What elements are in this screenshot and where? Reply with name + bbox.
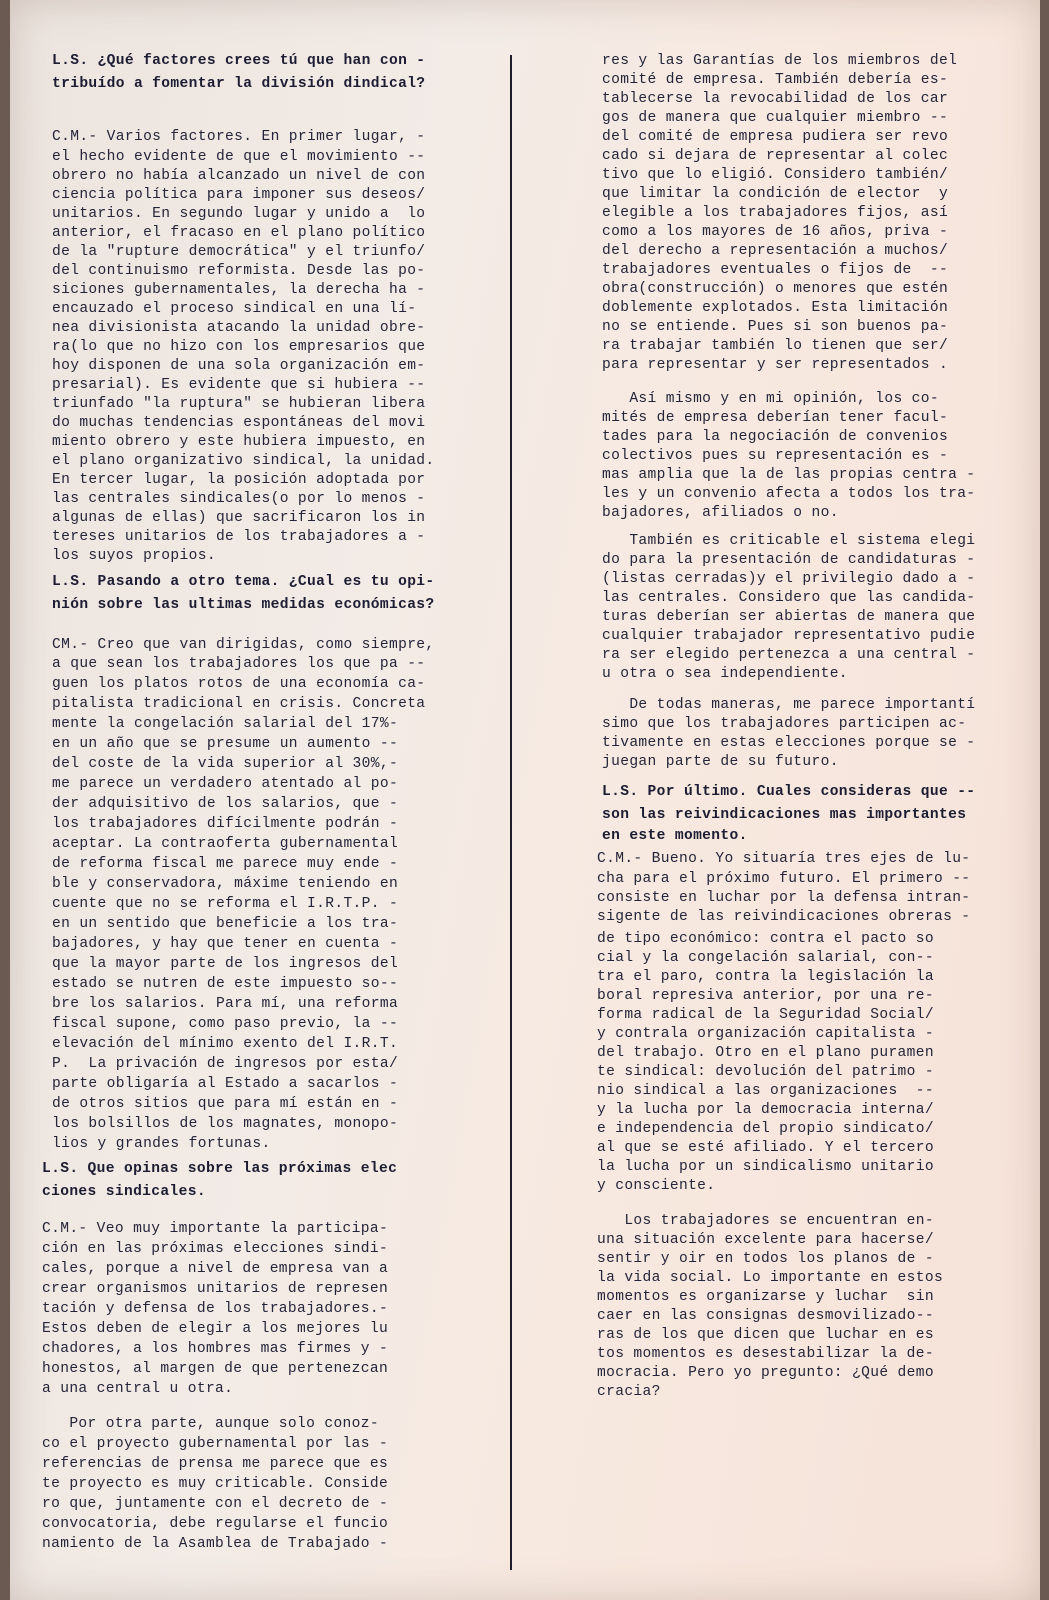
- text-line: la lucha por un sindicalismo unitario: [597, 1159, 934, 1175]
- question-line: son las reivindicaciones mas importantes: [602, 807, 967, 823]
- text-line: C.M.- Varios factores. En primer lugar, -: [52, 129, 426, 145]
- text-line: el plano organizativo sindical, la unidad.: [52, 453, 435, 469]
- text-line: cualquier trabajador representativo pudie: [602, 628, 976, 644]
- text-line: tereses unitarios de los trabajadores a -: [52, 529, 426, 545]
- column-divider: [510, 55, 512, 1570]
- text-line: una situación excelente para hacerse/: [597, 1232, 934, 1248]
- text-line: ra trabajar también lo tienen que ser/: [602, 338, 949, 354]
- typewritten-page: [10, 0, 1040, 1600]
- text-line: elevación del mínimo exento del I.R.T.: [52, 1036, 399, 1052]
- text-line: el hecho evidente de que el movimiento --: [52, 149, 426, 165]
- text-line: que limitar la condición de elector y: [602, 186, 949, 202]
- text-line: chadores, a los hombres mas firmes y -: [42, 1341, 389, 1357]
- text-line: cales, porque a nivel de empresa van a: [42, 1261, 389, 1277]
- text-line: te sindical: devolución del patrimo -: [597, 1064, 934, 1080]
- question-line: L.S. Por último. Cuales consideras que --: [602, 784, 976, 800]
- text-line: presarial). Es evidente que si hubiera --: [52, 377, 426, 393]
- text-line: de tipo económico: contra el pacto so: [597, 931, 934, 947]
- text-line: P. La privación de ingresos por esta/: [52, 1056, 399, 1072]
- text-line: cial y la congelación salarial, con--: [597, 950, 934, 966]
- text-line: colectivos pues su representación es -: [602, 448, 949, 464]
- text-line: no se entiende. Pues si son buenos pa-: [602, 319, 949, 335]
- question-line: L.S. Pasando a otro tema. ¿Cual es tu opi-: [52, 574, 435, 590]
- text-line: mités de empresa deberían tener facul-: [602, 410, 949, 426]
- text-line: ciencia política para imponer sus deseos/: [52, 187, 426, 203]
- text-line: fiscal supone, como paso previo, la --: [52, 1016, 399, 1032]
- text-line: De todas maneras, me parece importantí: [602, 697, 976, 713]
- text-line: crear organismos unitarios de represen: [42, 1281, 389, 1297]
- text-line: los bolsillos de los magnates, monopo-: [52, 1116, 399, 1132]
- text-line: tablecerse la revocabilidad de los car: [602, 91, 949, 107]
- text-line: C.M.- Veo muy importante la participa-: [42, 1221, 389, 1237]
- text-line: a una central u otra.: [42, 1381, 234, 1397]
- text-line: ra(lo que no hizo con los empresarios que: [52, 339, 426, 355]
- text-line: Los trabajadores se encuentran en-: [597, 1213, 934, 1229]
- text-line: ble y conservadora, máxime teniendo en: [52, 876, 399, 892]
- text-line: algunas de ellas) que sacrificaron los in: [52, 510, 426, 526]
- text-line: tades para la negociación de convenios: [602, 429, 949, 445]
- text-line: CM.- Creo que van dirigidas, como siempre,: [52, 637, 435, 653]
- text-line: tación y defensa de los trabajadores.-: [42, 1301, 389, 1317]
- text-line: siciones gubernamentales, la derecha ha -: [52, 282, 426, 298]
- text-line: me parece un verdadero atentado al po-: [52, 776, 399, 792]
- question-line: ciones sindicales.: [42, 1184, 206, 1200]
- text-line: tra el paro, contra la legislación la: [597, 969, 934, 985]
- text-line: parte obligaría al Estado a sacarlos -: [52, 1076, 399, 1092]
- text-line: como a los mayores de 16 años, priva -: [602, 224, 949, 240]
- text-line: las centrales sindicales(o por lo menos -: [52, 491, 426, 507]
- text-line: nio sindical a las organizaciones --: [597, 1083, 934, 1099]
- question-line: tribuído a fomentar la división dindical?: [52, 76, 426, 92]
- text-line: nea divisionista atacando la unidad obre-: [52, 320, 426, 336]
- text-line: elegible a los trabajadores fijos, así: [602, 205, 949, 221]
- text-line: lios y grandes fortunas.: [52, 1136, 271, 1152]
- text-line: te proyecto es muy criticable. Conside: [42, 1476, 389, 1492]
- text-line: consiste en luchar por la defensa intran-: [597, 890, 971, 906]
- text-line: miento obrero y este hubiera impuesto, en: [52, 434, 426, 450]
- text-line: do para la presentación de candidaturas -: [602, 552, 976, 568]
- text-line: C.M.- Bueno. Yo situaría tres ejes de lu-: [597, 851, 971, 867]
- text-line: ras de los que dicen que luchar en es: [597, 1327, 934, 1343]
- text-line: boral represiva anterior, por una re-: [597, 988, 934, 1004]
- text-line: (listas cerradas)y el privilegio dado a -: [602, 571, 976, 587]
- text-line: les y un convenio afecta a todos los tra-: [602, 486, 976, 502]
- text-line: de la "rupture democrática" y el triunfo/: [52, 244, 426, 260]
- text-line: do muchas tendencias espontáneas del movi: [52, 415, 426, 431]
- text-line: En tercer lugar, la posición adoptada por: [52, 472, 426, 488]
- text-line: mocracia. Pero yo pregunto: ¿Qué demo: [597, 1365, 934, 1381]
- question-line: en este momento.: [602, 828, 748, 844]
- question-line: nión sobre las ultimas medidas económicas?: [52, 597, 435, 613]
- text-line: aceptar. La contraoferta gubernamental: [52, 836, 399, 852]
- text-line: en un año que se presume un aumento --: [52, 736, 399, 752]
- text-line: bajadores, afiliados o no.: [602, 505, 839, 521]
- text-line: res y las Garantías de los miembros del: [602, 53, 958, 69]
- text-line: honestos, al margen de que pertenezcan: [42, 1361, 389, 1377]
- text-line: convocatoria, debe regularse el funcio: [42, 1516, 389, 1532]
- text-line: cuente que no se reforma el I.R.T.P. -: [52, 896, 399, 912]
- text-line: ción en las próximas elecciones sindi-: [42, 1241, 389, 1257]
- text-line: y consciente.: [597, 1178, 716, 1194]
- text-line: y la lucha por la democracia interna/: [597, 1102, 934, 1118]
- text-line: los suyos propios.: [52, 548, 216, 564]
- text-line: caer en las consignas desmovilizado--: [597, 1308, 934, 1324]
- text-line: y contrala organización capitalista -: [597, 1026, 934, 1042]
- text-line: hoy disponen de una sola organización em-: [52, 358, 426, 374]
- text-line: del comité de empresa pudiera ser revo: [602, 129, 949, 145]
- text-line: obrero no había alcanzado un nivel de con: [52, 168, 426, 184]
- text-line: Por otra parte, aunque solo conoz-: [42, 1416, 379, 1432]
- text-line: comité de empresa. También debería es-: [602, 72, 949, 88]
- text-line: trabajadores eventuales o fijos de --: [602, 262, 949, 278]
- text-line: u otra o sea independiente.: [602, 666, 848, 682]
- text-line: momentos es organizarse y luchar sin: [597, 1289, 934, 1305]
- text-line: tivo que lo eligió. Considero también/: [602, 167, 949, 183]
- text-line: gos de manera que cualquier miembro --: [602, 110, 949, 126]
- text-line: der adquisitivo de los salarios, que -: [52, 796, 399, 812]
- text-line: estado se nutren de este impuesto so--: [52, 976, 399, 992]
- text-line: cado si dejara de representar al colec: [602, 148, 949, 164]
- text-line: mente la congelación salarial del 17%-: [52, 716, 399, 732]
- question-line: L.S. ¿Qué factores crees tú que han con -: [52, 53, 426, 69]
- text-line: referencias de prensa me parece que es: [42, 1456, 389, 1472]
- text-line: del coste de la vida superior al 30%,-: [52, 756, 399, 772]
- text-line: guen los platos rotos de una economía ca-: [52, 676, 426, 692]
- text-line: del continuismo reformista. Desde las po-: [52, 263, 426, 279]
- text-line: triunfado "la ruptura" se hubieran libera: [52, 396, 426, 412]
- text-line: ro que, juntamente con el decreto de -: [42, 1496, 389, 1512]
- text-line: mas amplia que la de las propias centra -: [602, 467, 976, 483]
- text-line: forma radical de la Seguridad Social/: [597, 1007, 934, 1023]
- text-line: los trabajadores difícilmente podrán -: [52, 816, 399, 832]
- text-line: obra(construcción) o menores que estén: [602, 281, 949, 297]
- text-line: doblemente explotados. Esta limitación: [602, 300, 949, 316]
- text-line: sentir y oir en todos los planos de -: [597, 1251, 934, 1267]
- text-line: co el proyecto gubernamental por las -: [42, 1436, 389, 1452]
- text-line: para representar y ser representados .: [602, 357, 949, 373]
- text-line: del derecho a representación a muchos/: [602, 243, 949, 259]
- question-line: L.S. Que opinas sobre las próximas elec: [42, 1161, 398, 1177]
- text-line: cracia?: [597, 1384, 661, 1400]
- text-line: Así mismo y en mi opinión, los co-: [602, 391, 939, 407]
- text-line: namiento de la Asamblea de Trabajado -: [42, 1536, 389, 1552]
- text-line: bre los salarios. Para mí, una reforma: [52, 996, 399, 1012]
- text-line: que la mayor parte de los ingresos del: [52, 956, 399, 972]
- text-line: bajadores, y hay que tener en cuenta -: [52, 936, 399, 952]
- text-line: Estos deben de elegir a los mejores lu: [42, 1321, 389, 1337]
- text-line: pitalista tradicional en crisis. Concreta: [52, 696, 426, 712]
- text-line: encauzado el proceso sindical en una lí-: [52, 301, 417, 317]
- text-line: anterior, el fracaso en el plano político: [52, 225, 426, 241]
- text-line: sigente de las reivindicaciones obreras -: [597, 909, 971, 925]
- text-line: ra ser elegido pertenezca a una central -: [602, 647, 976, 663]
- text-line: del trabajo. Otro en el plano puramen: [597, 1045, 934, 1061]
- text-line: a que sean los trabajadores los que pa --: [52, 656, 426, 672]
- text-line: unitarios. En segundo lugar y unido a lo: [52, 206, 426, 222]
- text-line: al que se esté afiliado. Y el tercero: [597, 1140, 934, 1156]
- text-line: También es criticable el sistema elegi: [602, 533, 976, 549]
- text-line: e independencia del propio sindicato/: [597, 1121, 934, 1137]
- text-line: simo que los trabajadores participen ac-: [602, 716, 967, 732]
- text-line: la vida social. Lo importante en estos: [597, 1270, 944, 1286]
- text-line: las centrales. Considero que las candida-: [602, 590, 976, 606]
- text-line: de reforma fiscal me parece muy ende -: [52, 856, 399, 872]
- text-line: tivamente en estas elecciones porque se -: [602, 735, 976, 751]
- text-line: cha para el próximo futuro. El primero --: [597, 871, 971, 887]
- text-line: tos momentos es desestabilizar la de-: [597, 1346, 934, 1362]
- text-line: en un sentido que beneficie a los tra-: [52, 916, 399, 932]
- text-line: juegan parte de su futuro.: [602, 754, 839, 770]
- text-line: turas deberían ser abiertas de manera que: [602, 609, 976, 625]
- text-line: de otros sitios que para mí están en -: [52, 1096, 399, 1112]
